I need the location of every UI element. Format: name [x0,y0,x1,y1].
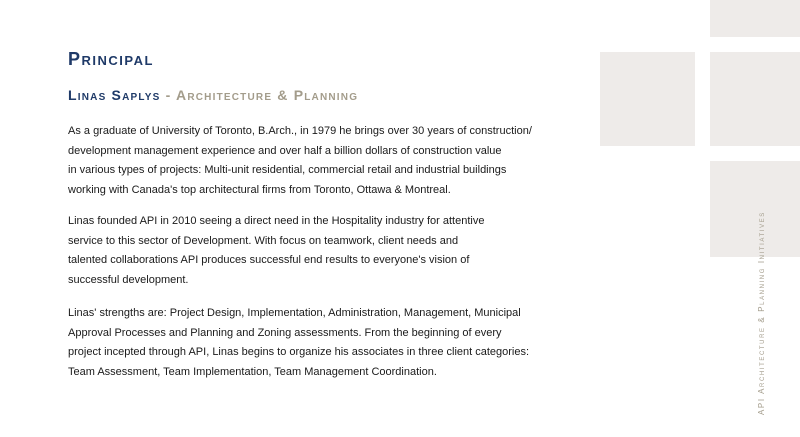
page-title: Principal [68,49,154,69]
text-line: project incepted through API, Linas begins to organize his associates in three client categories: [68,346,530,358]
text-line: development management experience and over half a billion dollars of construction value [68,144,502,157]
text-line: Approval Processes and Planning and Zoning assessments. From the beginning of every [68,326,502,339]
bio-paragraph-1 [68,122,568,200]
decorative-block-middle-left [600,52,695,146]
text-line: successful development. [68,273,189,286]
decorative-block-lower-right [710,161,800,257]
principal-subtitle [68,86,358,104]
subtitle-separator: - [160,87,177,103]
text-line: talented collaborations API produces successful end results to everyone's vision of [68,254,470,266]
text-line: service to this sector of Development. With focus on teamwork, client needs and [68,234,459,247]
text-line: working with Canada's top architectural firms from Toronto, Ottawa & Montreal. [68,183,451,196]
principal-name: Linas Saplys [68,87,161,103]
vertical-company-label: API Architecture & Planning Initiatives [757,211,766,415]
text-line: Team Assessment, Team Implementation, Team Management Coordination. [68,365,437,378]
decorative-block-middle-right [710,52,800,146]
text-line: Linas founded API in 2010 seeing a direct need in the Hospitality industry for attentive [68,215,485,227]
text-line: As a graduate of University of Toronto, B.Arch., in 1979 he brings over 30 years of construction/ [68,125,532,137]
bio-paragraph-2 [68,212,568,290]
bio-paragraph-3 [68,304,568,382]
decorative-block-top-right [710,0,800,37]
text-line: Linas' strengths are: Project Design, Implementation, Administration, Management, Municipal [68,307,521,319]
department-name: Architecture & Planning [176,87,359,103]
text-line: in various types of projects: Multi-unit residential, commercial retail and industrial buildings [68,164,507,176]
